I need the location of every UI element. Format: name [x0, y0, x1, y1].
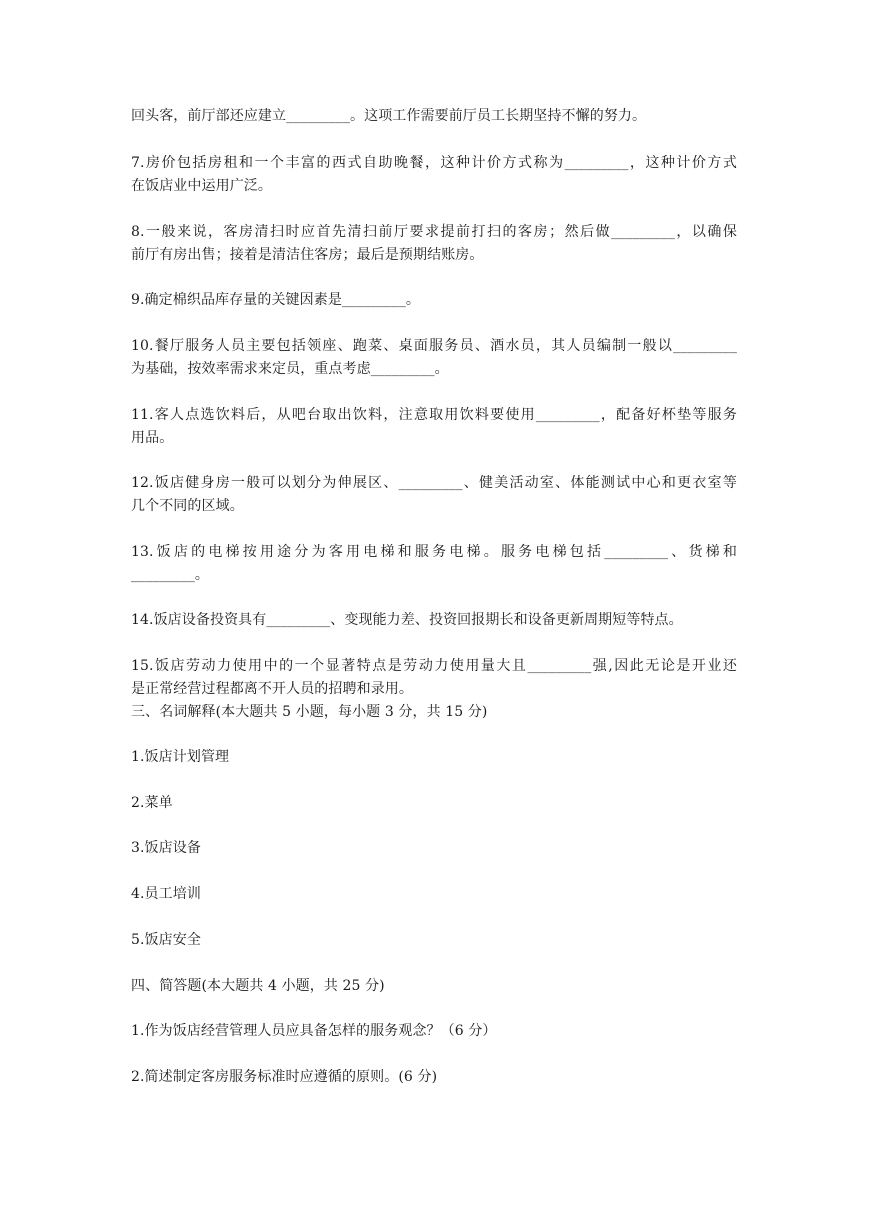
text-line-q10-cont: 为基础，按效率需求来定员，重点考虑_________。: [131, 361, 449, 377]
term-item-4: 4.员工培训: [131, 886, 201, 902]
text-line-q11: 11.客人点选饮料后，从吧台取出饮料，注意取用饮料要使用_________，配备好杯垫等服务: [131, 407, 737, 423]
term-item-1: 1.饭店计划管理: [131, 749, 230, 765]
text-line-q8: 8.一般来说，客房清扫时应首先清扫前厅要求提前打扫的客房；然后做_________，以确保: [131, 224, 737, 240]
text-line-q13: 13.饭店的电梯按用途分为客用电梯和服务电梯。服务电梯包括_________、货梯和: [131, 544, 737, 560]
text-line-q7-cont: 在饭店业中运用广泛。: [131, 178, 272, 194]
text-line-q14: 14.饭店设备投资具有_________、变现能力差、投资回报期长和设备更新周期短等特点。: [131, 612, 683, 628]
text-line-q8-cont: 前厅有房出售；接着是清洁住客房；最后是预期结账房。: [131, 247, 484, 263]
text-line-q6-cont: 回头客，前厅部还应建立_________。这项工作需要前厅员工长期坚持不懈的努力。: [131, 108, 647, 124]
text-line-q15-cont: 是正常经营过程都离不开人员的招聘和录用。: [131, 681, 413, 697]
text-line-q7: 7.房价包括房租和一个丰富的西式自助晚餐，这种计价方式称为_________，这种计价方式: [131, 155, 737, 171]
section-heading-short-answer: 四、简答题(本大题共 4 小题，共 25 分): [131, 978, 385, 994]
text-line-q12: 12.饭店健身房一般可以划分为伸展区、_________、健美活动室、体能测试中心和更衣室等: [131, 475, 737, 491]
text-line-q10: 10.餐厅服务人员主要包括领座、跑菜、桌面服务员、酒水员，其人员编制一般以_________: [131, 338, 737, 354]
short-answer-item-2: 2.简述制定客房服务标准时应遵循的原则。(6 分): [131, 1069, 438, 1085]
term-item-3: 3.饭店设备: [131, 840, 201, 856]
text-line-q15: 15.饭店劳动力使用中的一个显著特点是劳动力使用量大且_________强,因此无论是开业还: [131, 658, 737, 674]
term-item-5: 5.饭店安全: [131, 932, 201, 948]
short-answer-item-1: 1.作为饭店经营管理人员应具备怎样的服务观念？（6 分）: [131, 1023, 497, 1039]
text-line-q12-cont: 几个不同的区域。: [131, 498, 244, 514]
term-item-2: 2.菜单: [131, 795, 173, 811]
text-line-q11-cont: 用品。: [131, 430, 174, 446]
section-heading-terms: 三、名词解释(本大题共 5 小题，每小题 3 分，共 15 分): [131, 704, 488, 720]
text-line-q13-cont: _________。: [131, 567, 209, 583]
text-line-q9: 9.确定棉织品库存量的关键因素是_________。: [131, 292, 420, 308]
